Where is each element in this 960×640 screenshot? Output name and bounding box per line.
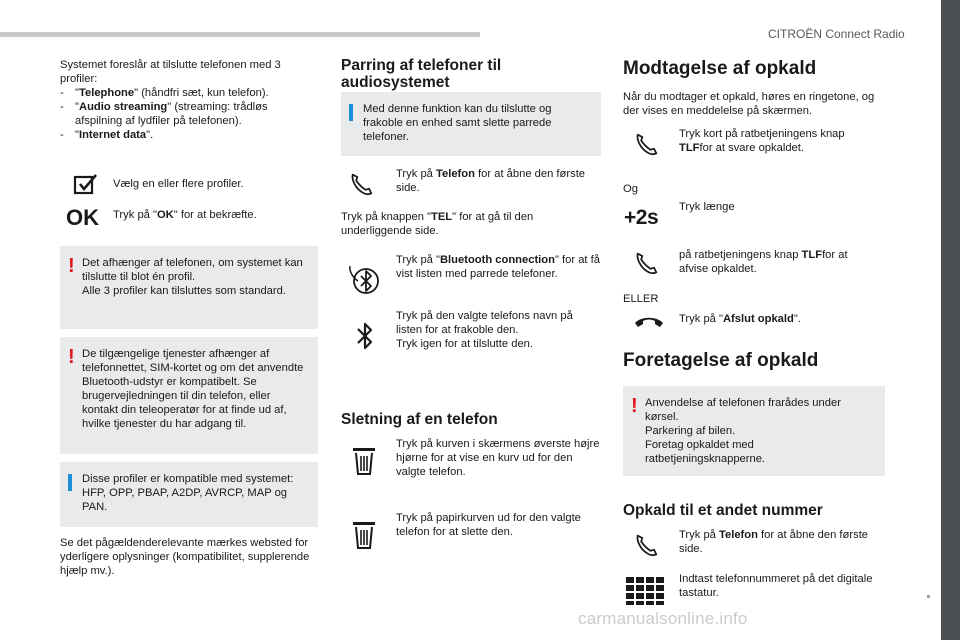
receive-intro: Når du modtager et opkald, høres en ringetone, og der vises en meddelelse på skærmen. <box>623 91 875 117</box>
header-rule <box>0 32 480 37</box>
profile-item-telephone: - "Telephone" (håndfri sæt, kun telefon). <box>60 87 269 99</box>
warning-box-services: ! De tilgængelige tjenester afhænger af telefonnettet, SIM-kortet og om det anvendte Bluetooth-udstyr er kompatibelt. Se brugervejledningen til din telefon, eller kontakt din teleoperatør for at finde ud af, hvilke tjenester du har adgang til. <box>60 337 318 454</box>
warning-box-driving: ! Anvendelse af telefonen frarådes under kørsel. Parkering af bilen. Foretag opkaldet med ratbetjeningsknapperne. <box>623 386 885 476</box>
info-icon <box>349 104 353 121</box>
section-title-other-number: Opkald til et andet nummer <box>623 502 823 519</box>
warning-icon: ! <box>68 346 75 368</box>
bluetooth-list-icon <box>346 253 380 297</box>
page-side-band <box>941 0 960 640</box>
step-show-trash: Tryk på kurven i skærmens øverste højre hjørne for at vise en kurv ud for den valgte telefon. <box>396 438 600 478</box>
trash-icon <box>351 520 377 550</box>
info-box-compatibility: Disse profiler er kompatible med systemet: HFP, OPP, PBAP, A2DP, AVRCP, MAP og PAN. <box>60 462 318 527</box>
step-delete-phone: Tryk på papirkurven ud for den valgte telefon for at slette den. <box>396 512 581 538</box>
phone-icon <box>633 531 661 559</box>
step-confirm-ok: Tryk på "OK" for at bekræfte. <box>113 209 257 221</box>
info-box-pairing: Med denne funktion kan du tilslutte og frakoble en enhed samt slette parrede telefoner. <box>341 92 601 156</box>
keypad-icon <box>626 577 666 605</box>
profiles-intro: Systemet foreslår at tilslutte telefonen med 3 profiler: <box>60 59 281 85</box>
hold-2s-icon: +2s <box>624 206 659 229</box>
brand-website-note: Se det pågældenderelevante mærkes websted for yderligere oplysninger (kompatibilitet, supplerende hjælp mv.). <box>60 537 310 577</box>
trash-icon <box>351 446 377 476</box>
step-bluetooth-connection: Tryk på "Bluetooth connection" for at få vist listen med parrede telefoner. <box>396 254 600 280</box>
page-marker <box>927 595 930 598</box>
section-title-delete: Sletning af en telefon <box>341 411 498 428</box>
step-enter-number: Indtast telefonnummeret på det digitale tastatur. <box>679 573 873 599</box>
step-tel-button: Tryk på knappen "TEL" for at gå til den underliggende side. <box>341 211 534 237</box>
warning-icon: ! <box>631 395 638 417</box>
info-icon <box>68 474 72 491</box>
step-answer-call: Tryk kort på ratbetjeningens knap TLFfor at svare opkaldet. <box>679 128 845 154</box>
step-disconnect-phone: Tryk på den valgte telefons navn på listen for at frakoble den. Tryk igen for at tilslutte den. <box>396 310 573 350</box>
phone-icon <box>348 170 376 198</box>
step-end-call: Tryk på "Afslut opkald". <box>679 313 801 325</box>
watermark: carmanualsonline.info <box>578 609 748 628</box>
og-label: Og <box>623 183 638 195</box>
hang-up-icon <box>633 312 665 330</box>
warning-icon: ! <box>68 255 75 277</box>
step-select-profiles: Vælg en eller flere profiler. <box>113 178 244 190</box>
eller-label: ELLER <box>623 293 659 305</box>
step-long-press: Tryk længe <box>679 201 735 213</box>
phone-icon <box>633 130 661 158</box>
step-open-phone: Tryk på Telefon for at åbne den første side. <box>396 168 586 194</box>
section-title-pairing: Parring af telefoner til audiosystemet <box>341 57 502 91</box>
bluetooth-icon <box>354 320 376 352</box>
step-reject-call: på ratbetjeningens knap TLFfor at afvise opkaldet. <box>679 249 848 275</box>
section-title-make-call: Foretagelse af opkald <box>623 350 819 371</box>
ok-icon: OK <box>66 205 99 230</box>
checkbox-icon <box>70 174 104 196</box>
profile-item-internet-data: - "Internet data". <box>60 129 154 141</box>
page-header-title: CITROËN Connect Radio <box>768 27 905 41</box>
section-title-receive: Modtagelse af opkald <box>623 58 817 79</box>
profile-list <box>60 86 315 142</box>
phone-icon <box>633 249 661 277</box>
step-open-phone-2: Tryk på Telefon for at åbne den første side. <box>679 529 869 555</box>
profile-item-audio-streaming: - "Audio streaming" (streaming: trådløs afspilning af lydfiler på telefonen). <box>60 101 268 127</box>
page-number: 13 <box>905 612 919 626</box>
warning-box-profiles: ! Det afhænger af telefonen, om systemet kan tilslutte til blot én profil. Alle 3 profiler kan tilsluttes som standard. <box>60 246 318 329</box>
